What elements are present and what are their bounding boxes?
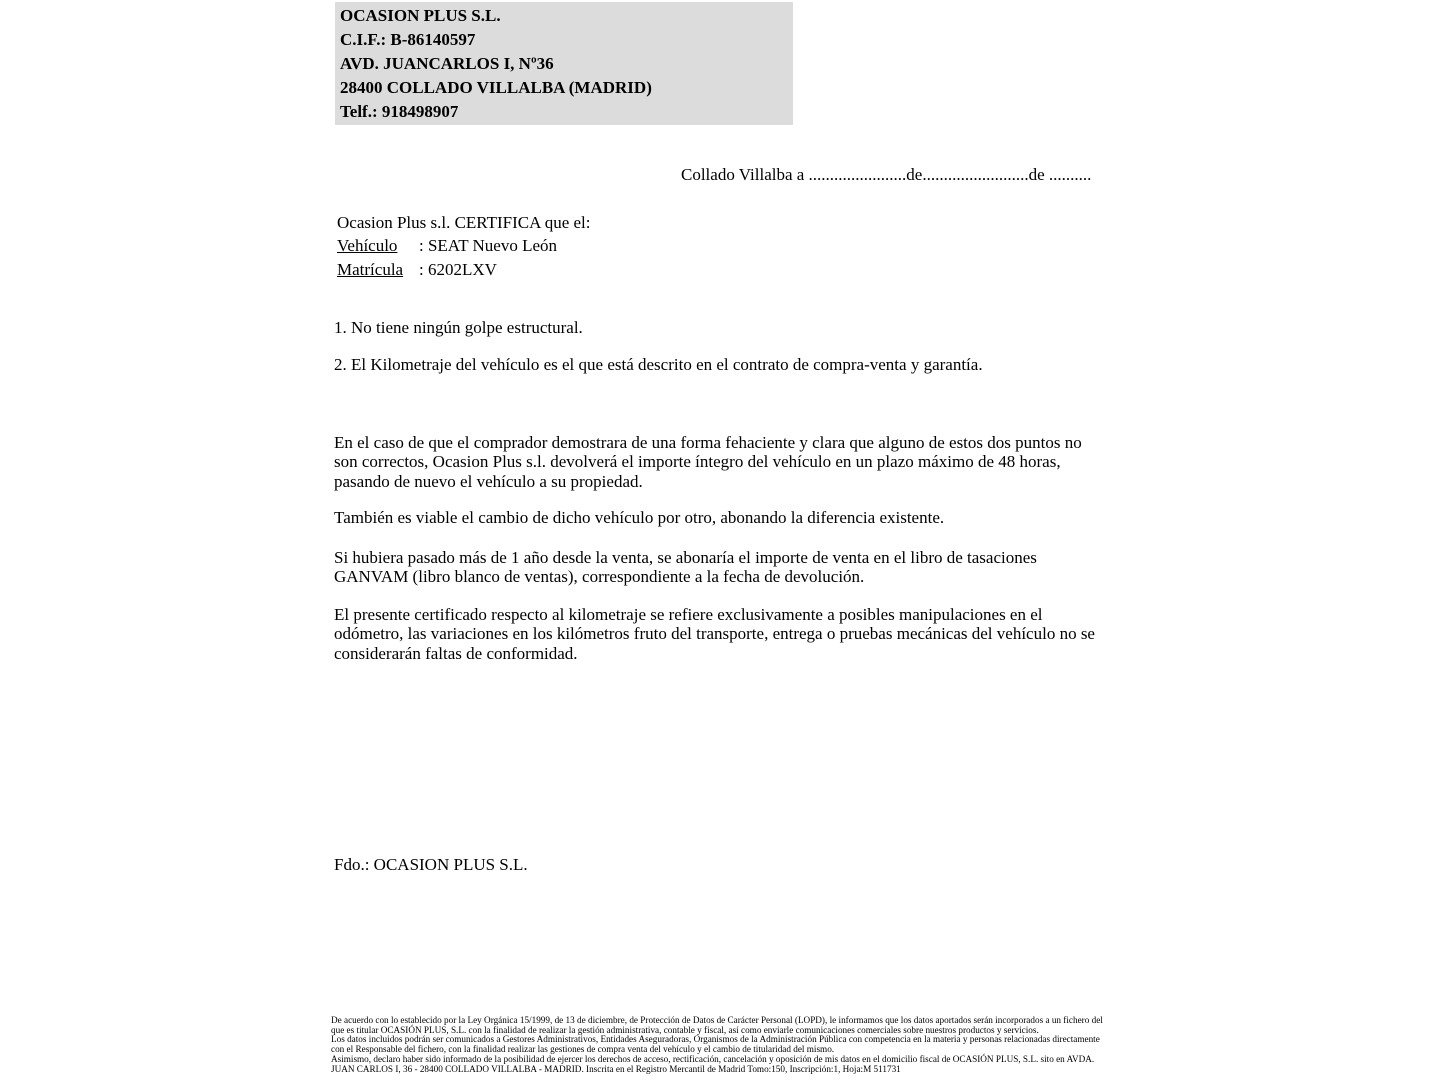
legal-paragraph-rights: Asimismo, declaro haber sido informado de la posibilidad de ejercer los derechos de acceso, rectificación, cancelación y oposición de mis datos en el domicilio fiscal de OCASIÓN PLUS, S.L. sito en AVDA. JUAN CARLOS I, 36 - 28400 COLLADO VILLALBA - MADRID. Inscrita en el Registro Mercantil de Madrid Tomo:150, Inscripción:1, Hoja:M 511731 <box>331 1053 1095 1074</box>
paragraph-refund-condition: En el caso de que el comprador demostrara de una forma fehaciente y clara que alguno de estos dos puntos no son correctos, Ocasion Plus s.l. devolverá el importe íntegro del vehículo en un plazo máximo de 48 horas, pasando de nuevo el vehículo a su propiedad. <box>334 433 1082 491</box>
company-name: OCASION PLUS S.L. <box>340 6 501 25</box>
plate-value: : 6202LXV <box>419 259 497 279</box>
paragraph-ganvam-valuation: Si hubiera pasado más de 1 año desde la venta, se abonaría el importe de venta en el libro de tasaciones GANVAM (libro blanco de ventas), correspondiente a la fecha de devolución. <box>334 548 1037 587</box>
signature-line: Fdo.: OCASION PLUS S.L. <box>334 855 528 874</box>
plate-label: Matrícula <box>337 259 404 279</box>
vehicle-row <box>337 234 591 257</box>
paragraph-odometer-disclaimer: El presente certificado respecto al kilometraje se refiere exclusivamente a posibles manipulaciones en el odómetro, las variaciones en los kilómetros fruto del transporte, entrega o pruebas mecánicas del vehículo no se considerarán faltas de conformidad. <box>334 605 1095 663</box>
company-header-box <box>335 2 793 125</box>
plate-row <box>337 258 591 281</box>
vehicle-label: Vehículo <box>337 236 398 256</box>
certification-block <box>337 211 591 281</box>
paragraph-exchange-option: También es viable el cambio de dicho vehículo por otro, abonando la diferencia existente. <box>334 508 945 527</box>
legal-paragraph-lopd: De acuerdo con lo establecido por la Ley Orgánica 15/1999, de 13 de diciembre, de Protección de Datos de Carácter Personal (LOPD), le informamos que los datos aportados serán incorporados a un fichero del que es titular OCASIÓN PLUS, S.L. con la finalidad de realizar la gestión administrativa, contable y fiscal, así como enviarle comunicaciones comerciales sobre nuestros productos y servicios. <box>331 1015 1103 1035</box>
company-city: 28400 COLLADO VILLALBA (MADRID) <box>340 78 652 97</box>
certified-point-1: 1. No tiene ningún golpe estructural. <box>334 318 583 337</box>
legal-paragraph-data-sharing: Los datos incluidos podrán ser comunicados a Gestores Administrativos, Entidades Aseguradoras, Organismos de la Administración Pública con competencia en la materia y personas relacionadas directamente con el Responsable del fichero, con la finalidad realizar las gestiones de compra venta del vehículo y el cambio de titularidad del mismo. <box>331 1034 1100 1055</box>
vehicle-value: : SEAT Nuevo León <box>419 236 558 256</box>
company-address: AVD. JUANCARLOS I, Nº36 <box>340 54 554 73</box>
company-cif: C.I.F.: B-86140597 <box>340 30 476 49</box>
certification-intro: Ocasion Plus s.l. CERTIFICA que el: <box>337 213 591 232</box>
date-fill-in-line: Collado Villalba a .......................de.........................de .......... <box>681 165 1092 184</box>
legal-fine-print <box>331 1016 1103 1074</box>
company-phone: Telf.: 918498907 <box>340 102 459 121</box>
certified-point-2: 2. El Kilometraje del vehículo es el que está descrito en el contrato de compra-venta y garantía. <box>334 355 983 374</box>
